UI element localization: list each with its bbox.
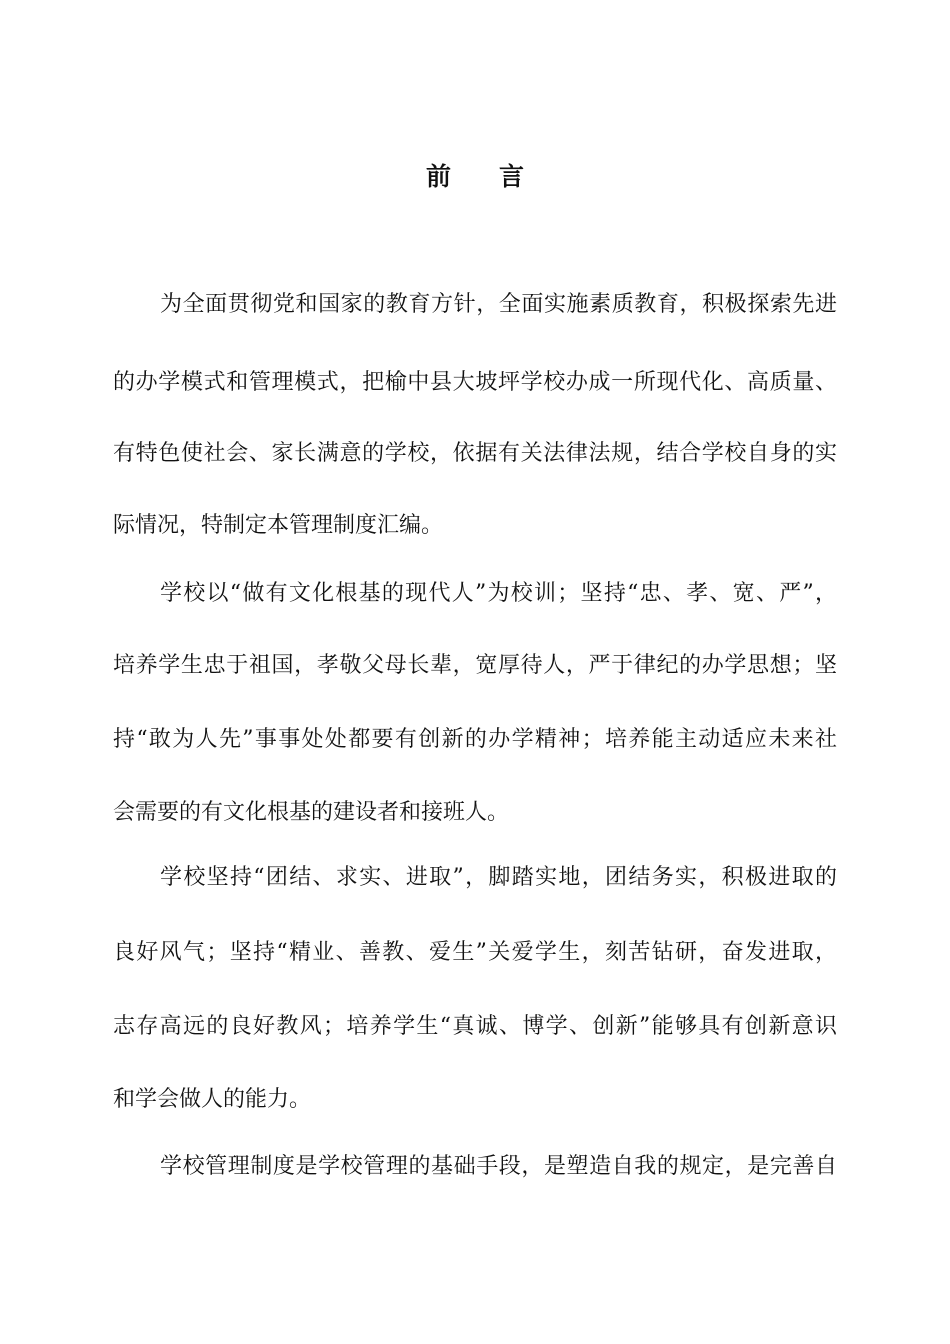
paragraph-2-line-3: 持“敢为人先”事事处处都要有创新的办学精神；培养能主动适应未来社 <box>113 727 837 752</box>
paragraph-3-line-2: 良好风气；坚持“精业、善教、爱生”关爱学生，刻苦钻研，奋发进取， <box>113 940 837 965</box>
paragraph-3-line-3: 志存高远的良好教风；培养学生“真诚、博学、创新”能够具有创新意识 <box>113 1014 837 1039</box>
paragraph-1-line-3: 有特色使社会、家长满意的学校，依据有关法律法规，结合学校自身的实 <box>113 441 837 466</box>
paragraph-1-line-4: 际情况，特制定本管理制度汇编。 <box>113 513 444 538</box>
paragraph-2-line-4: 会需要的有文化根基的建设者和接班人。 <box>113 800 510 825</box>
paragraph-2-line-1: 学校以“做有文化根基的现代人”为校训；坚持“忠、孝、宽、严”， <box>160 581 837 606</box>
paragraph-1-line-1: 为全面贯彻党和国家的教育方针，全面实施素质教育，积极探索先进 <box>160 292 837 317</box>
page-title <box>0 157 950 193</box>
paragraph-4-line-1: 学校管理制度是学校管理的基础手段，是塑造自我的规定，是完善自 <box>160 1154 837 1179</box>
paragraph-2-line-2: 培养学生忠于祖国，孝敬父母长辈，宽厚待人，严于律纪的办学思想；坚 <box>113 653 837 678</box>
title-char-1: 前 <box>425 162 451 191</box>
paragraph-3-line-4: 和学会做人的能力。 <box>113 1087 312 1112</box>
title-char-2: 言 <box>499 162 525 191</box>
paragraph-3-line-1: 学校坚持“团结、求实、进取”，脚踏实地，团结务实，积极进取的 <box>160 865 837 890</box>
paragraph-1-line-2: 的办学模式和管理模式，把榆中县大坡坪学校办成一所现代化、高质量、 <box>113 370 837 395</box>
